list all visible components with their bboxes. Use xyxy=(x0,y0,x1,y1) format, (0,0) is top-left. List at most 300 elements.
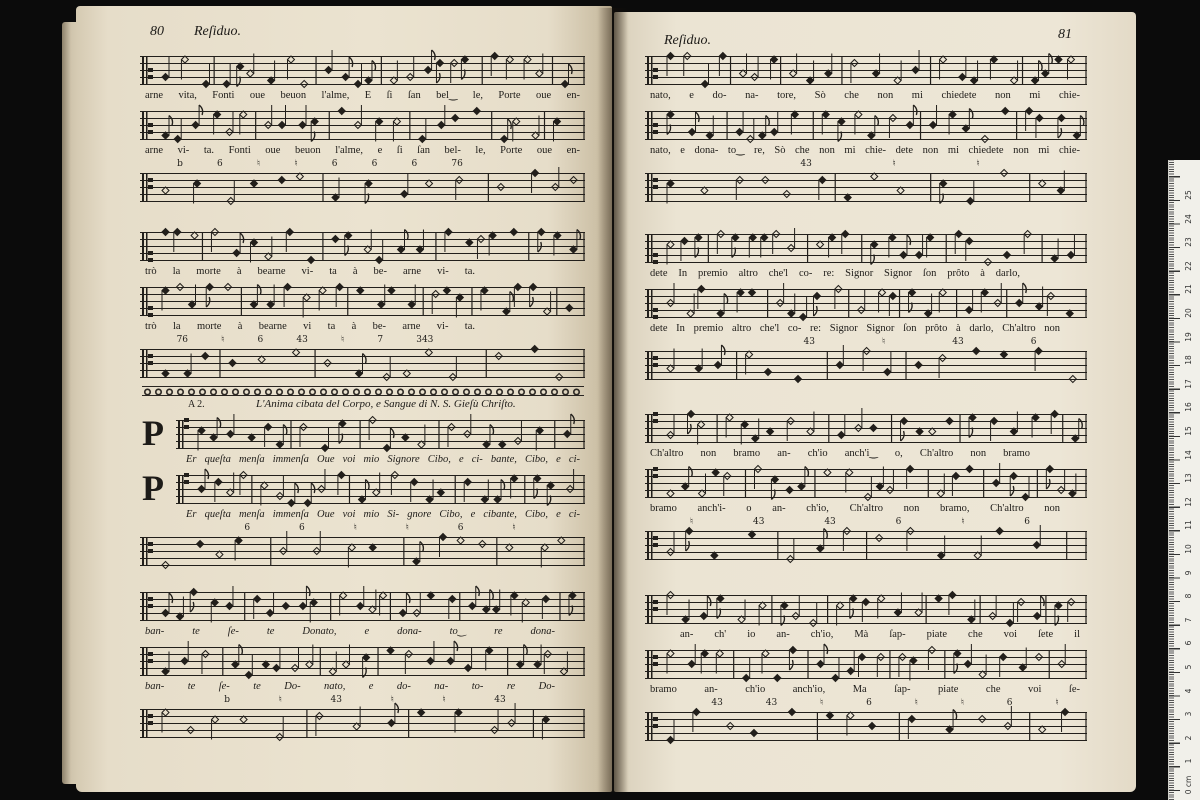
note xyxy=(536,54,543,78)
lyrics-voice-2: trò la morte à bearne vi ta à be- arne vi- ta. xyxy=(145,321,475,332)
note xyxy=(514,284,521,308)
c-clef xyxy=(647,712,658,740)
ruler-label: 19 xyxy=(1184,331,1193,342)
note xyxy=(554,232,561,256)
note xyxy=(254,596,261,620)
note xyxy=(276,717,283,741)
c-clef xyxy=(178,418,189,448)
voice-count-label: A 2. xyxy=(188,399,205,410)
note xyxy=(925,294,932,318)
note xyxy=(562,64,573,88)
ruler-label: 11 xyxy=(1184,520,1193,531)
figured-bass-figure: ♮ xyxy=(294,159,298,169)
note xyxy=(267,593,274,617)
note xyxy=(486,647,493,671)
note xyxy=(469,586,480,610)
note xyxy=(1032,61,1043,85)
note xyxy=(232,645,243,669)
page-number: 80 xyxy=(150,24,164,39)
note xyxy=(332,178,339,202)
note xyxy=(967,181,974,205)
note xyxy=(838,118,845,142)
note xyxy=(190,589,197,613)
note xyxy=(930,105,937,129)
figured-bass-figure: 6 xyxy=(257,335,264,345)
ruler-label: 25 xyxy=(1184,190,1193,200)
note xyxy=(954,650,961,674)
note xyxy=(322,428,329,452)
note xyxy=(1026,108,1033,132)
figured-bass-figure: ♮ xyxy=(353,523,357,533)
note xyxy=(407,57,414,81)
note xyxy=(510,229,517,236)
ruler-label: 10 xyxy=(1184,544,1193,554)
note xyxy=(181,56,188,80)
note xyxy=(955,231,962,255)
note xyxy=(413,593,420,617)
note xyxy=(532,170,539,194)
note xyxy=(162,229,169,236)
note xyxy=(542,596,549,620)
figured-bass-figure: 6 xyxy=(371,159,378,169)
note xyxy=(265,105,272,129)
note xyxy=(946,418,953,425)
running-head: Reſiduo. xyxy=(664,33,712,48)
note xyxy=(1019,648,1026,672)
note xyxy=(216,551,223,558)
note xyxy=(353,707,360,731)
note xyxy=(197,541,204,548)
note xyxy=(838,415,845,439)
note xyxy=(203,64,210,88)
note xyxy=(506,544,513,551)
note xyxy=(491,710,498,734)
note xyxy=(698,286,705,310)
note xyxy=(1036,115,1043,139)
note xyxy=(237,63,244,87)
ruler-label: 3 xyxy=(1184,711,1193,717)
note xyxy=(747,119,754,143)
note xyxy=(465,648,472,672)
note xyxy=(162,370,169,377)
note xyxy=(399,593,410,617)
lyrics-voice-2: dete In premio altro che'l co- re: Signor Signor ſon prôto à darlo, Ch'altro non xyxy=(650,323,1060,334)
note xyxy=(787,539,794,563)
c-clef xyxy=(647,650,658,678)
note xyxy=(282,603,289,610)
note xyxy=(737,289,744,313)
note xyxy=(508,703,515,727)
note xyxy=(376,118,383,142)
figured-bass-figure: ♮ xyxy=(442,695,446,705)
figured-bass-figure: ♮ xyxy=(914,698,918,708)
page-number: 81 xyxy=(1058,27,1072,42)
figured-bass-figure: 6 xyxy=(895,517,902,527)
staff-continuo xyxy=(645,159,1087,215)
note xyxy=(413,542,424,566)
note xyxy=(425,349,432,356)
note xyxy=(534,645,541,669)
note xyxy=(338,472,345,496)
note xyxy=(795,376,802,383)
note xyxy=(1035,348,1042,372)
note xyxy=(969,414,976,438)
staff-continuo xyxy=(140,523,585,579)
note xyxy=(667,180,674,204)
note xyxy=(223,64,230,88)
note xyxy=(1067,56,1074,80)
note xyxy=(667,283,674,307)
note xyxy=(862,599,869,623)
note xyxy=(449,596,456,620)
lyrics-voice-1: Er queſta menſa immenſa Oue voi mio Signore Cibo, e ci- bante, Cibo, e ci- xyxy=(186,454,580,465)
note xyxy=(971,61,978,85)
note xyxy=(829,234,836,258)
note xyxy=(398,230,409,254)
note xyxy=(786,487,793,494)
figured-bass-figure: 6 xyxy=(1006,698,1013,708)
note xyxy=(318,469,325,493)
note xyxy=(788,294,795,318)
figured-bass-figure: 43 xyxy=(753,517,765,527)
note xyxy=(1039,726,1046,733)
note xyxy=(288,483,299,507)
figured-bass-figure: 6 xyxy=(299,523,305,533)
note xyxy=(701,650,708,674)
note xyxy=(541,544,548,568)
note xyxy=(194,180,201,204)
note xyxy=(771,56,778,80)
note xyxy=(457,537,464,544)
note xyxy=(569,592,576,616)
note xyxy=(871,241,878,265)
note xyxy=(364,230,371,254)
note xyxy=(436,60,443,84)
note xyxy=(1072,419,1083,443)
note xyxy=(1011,61,1018,85)
note xyxy=(726,414,733,438)
note xyxy=(807,412,814,436)
note xyxy=(202,353,209,360)
note xyxy=(973,348,980,355)
staff-continuo xyxy=(140,695,585,751)
note xyxy=(299,105,306,129)
note xyxy=(847,712,854,736)
note xyxy=(439,534,446,558)
note xyxy=(383,357,390,381)
lyrics-voice-1: an- ch' io an- ch'io, Mà ſap- piate che voi ſete il xyxy=(680,629,1080,640)
note xyxy=(916,428,923,435)
note xyxy=(464,414,471,438)
staff-continuo xyxy=(645,337,1087,393)
note xyxy=(449,357,456,381)
note xyxy=(927,234,934,258)
note xyxy=(700,596,711,620)
note xyxy=(544,292,551,316)
note xyxy=(938,536,945,560)
note xyxy=(702,64,709,88)
note xyxy=(940,180,947,204)
note xyxy=(531,346,538,353)
note xyxy=(310,599,317,623)
note xyxy=(832,658,839,682)
note xyxy=(994,283,1001,307)
note xyxy=(949,111,956,135)
note xyxy=(844,194,851,201)
note xyxy=(667,349,674,373)
figured-bass-figure: ♮ xyxy=(278,695,282,705)
note xyxy=(873,54,880,78)
figured-bass-figure: ♮ xyxy=(961,517,965,527)
note xyxy=(1069,474,1076,498)
note xyxy=(419,119,426,143)
c-clef xyxy=(142,537,153,565)
note xyxy=(952,473,959,497)
note xyxy=(483,590,494,614)
c-clef xyxy=(142,592,153,620)
note xyxy=(906,105,917,129)
note xyxy=(807,61,814,85)
note xyxy=(949,592,956,616)
note xyxy=(455,709,462,733)
note xyxy=(667,650,674,674)
note xyxy=(363,654,370,678)
staff-continuo xyxy=(645,517,1087,573)
note xyxy=(456,294,463,318)
figured-bass-figure: ♮ xyxy=(892,159,896,169)
note xyxy=(503,292,514,316)
note xyxy=(438,105,445,129)
note xyxy=(342,57,353,81)
note xyxy=(250,285,261,309)
c-clef xyxy=(178,473,189,503)
note xyxy=(759,116,770,140)
note xyxy=(517,645,528,669)
note xyxy=(855,111,862,135)
note xyxy=(162,709,169,733)
note xyxy=(687,411,694,435)
note xyxy=(547,482,554,506)
note xyxy=(869,723,876,730)
note xyxy=(357,287,364,294)
note xyxy=(741,421,748,445)
note xyxy=(210,418,221,442)
note xyxy=(740,54,747,78)
note xyxy=(792,596,799,620)
note xyxy=(868,116,879,140)
note xyxy=(800,297,807,321)
note xyxy=(901,418,908,442)
lyrics-voice-2: bramo an- ch'io anch'io, Ma ſap- piate che voi ſe- xyxy=(650,684,1080,695)
note xyxy=(570,230,581,254)
figured-bass-figure: 43 xyxy=(800,159,812,169)
note xyxy=(284,284,291,308)
note xyxy=(481,480,488,504)
note xyxy=(706,116,713,140)
note xyxy=(532,116,539,140)
note xyxy=(494,480,505,504)
note xyxy=(211,599,218,623)
figured-bass-figure: ♮ xyxy=(689,517,694,527)
note xyxy=(311,118,318,142)
note xyxy=(383,428,394,452)
c-clef xyxy=(142,349,153,377)
note xyxy=(416,230,423,254)
note xyxy=(1067,235,1074,259)
note xyxy=(426,180,433,187)
note xyxy=(964,644,971,668)
note xyxy=(966,290,973,314)
note xyxy=(338,108,345,115)
note xyxy=(466,239,473,246)
note xyxy=(278,177,285,184)
note xyxy=(1006,603,1013,627)
note xyxy=(714,345,725,369)
note xyxy=(771,476,778,500)
figured-bass-figure: ♮ xyxy=(390,695,394,705)
ruler-cm-ticks xyxy=(1169,160,1180,800)
note xyxy=(308,257,315,264)
note xyxy=(701,187,708,194)
note xyxy=(1058,470,1065,494)
note xyxy=(339,420,346,444)
note xyxy=(1051,239,1058,263)
note xyxy=(229,360,236,367)
note xyxy=(788,228,795,252)
note xyxy=(511,592,518,616)
note xyxy=(522,599,529,623)
note xyxy=(369,544,376,551)
figured-bass-figure: ♮ xyxy=(256,159,261,169)
note xyxy=(759,602,766,626)
note xyxy=(268,61,275,85)
note xyxy=(846,469,853,493)
c-clef xyxy=(647,56,658,84)
note xyxy=(667,720,674,744)
note xyxy=(393,118,400,142)
note xyxy=(693,709,700,733)
note xyxy=(687,294,694,318)
note xyxy=(667,490,674,497)
ruler-label: 9 xyxy=(1184,570,1193,575)
note xyxy=(736,112,743,136)
note xyxy=(1046,466,1053,490)
figured-bass-figure: 76 xyxy=(176,335,189,345)
note xyxy=(939,289,946,313)
note xyxy=(937,474,944,498)
note xyxy=(206,284,213,308)
note xyxy=(278,105,285,129)
note xyxy=(817,529,828,553)
note xyxy=(836,345,843,369)
note xyxy=(1055,56,1062,63)
c-clef xyxy=(647,351,658,379)
note xyxy=(719,53,726,77)
note xyxy=(826,712,833,719)
ruler-label: 16 xyxy=(1184,402,1193,413)
ruler-label: 4 xyxy=(1184,688,1193,693)
note xyxy=(560,652,567,676)
figured-bass-figure: 6 xyxy=(217,159,223,169)
ruler-label: 20 xyxy=(1184,308,1193,318)
note xyxy=(418,425,425,449)
note xyxy=(974,536,981,560)
figured-bass-figure: ♮ xyxy=(976,159,980,169)
note xyxy=(181,641,188,665)
note xyxy=(552,167,559,191)
figured-bass-figure: ♮ xyxy=(882,337,886,347)
note xyxy=(889,234,896,258)
note xyxy=(235,537,242,561)
lyrics-voice-2: arne vi- ta. Fonti oue beuon l'alme, e ſi ſan bel- le, Porte oue en- xyxy=(145,145,580,156)
note xyxy=(915,593,922,617)
note xyxy=(511,475,518,499)
note xyxy=(240,716,247,723)
note xyxy=(916,235,923,259)
note xyxy=(711,552,718,559)
note xyxy=(771,112,778,136)
c-clef xyxy=(647,595,658,623)
figured-bass-figure: b xyxy=(224,695,231,705)
drop-cap-initial: P xyxy=(142,468,164,508)
note xyxy=(483,425,494,449)
note xyxy=(910,657,917,681)
note xyxy=(319,287,326,311)
note xyxy=(764,369,771,376)
note xyxy=(981,289,988,313)
note xyxy=(667,111,674,135)
note xyxy=(287,56,294,80)
note xyxy=(907,466,914,490)
note xyxy=(162,593,173,617)
note xyxy=(1033,525,1040,549)
note xyxy=(356,354,367,378)
ruler-label: 0 cm xyxy=(1184,775,1193,795)
ruler-label: 8 xyxy=(1184,593,1193,599)
note xyxy=(716,650,723,674)
figured-bass-figure: 6 xyxy=(1030,337,1037,347)
c-clef xyxy=(647,111,658,139)
note xyxy=(813,293,820,317)
figured-bass-figure: b xyxy=(177,159,183,169)
note xyxy=(325,50,332,74)
note xyxy=(847,651,854,675)
note xyxy=(750,730,757,737)
drop-cap-initial: P xyxy=(142,413,164,453)
figured-bass-figure: 6 xyxy=(244,523,251,533)
note xyxy=(689,112,700,136)
note xyxy=(513,118,520,142)
note xyxy=(990,56,997,80)
note xyxy=(299,586,310,610)
figured-bass-figure: 6 xyxy=(411,159,418,169)
note xyxy=(822,111,829,135)
note xyxy=(1036,287,1043,311)
c-clef xyxy=(647,467,658,497)
note xyxy=(837,602,844,626)
note xyxy=(879,289,886,313)
note xyxy=(464,479,471,503)
note xyxy=(886,470,893,494)
ruler-label: 2 xyxy=(1184,735,1193,741)
ruler-label: 24 xyxy=(1184,213,1193,224)
note xyxy=(354,105,361,129)
note xyxy=(855,408,862,432)
note xyxy=(248,434,255,441)
note xyxy=(304,483,315,507)
note xyxy=(762,650,769,674)
note xyxy=(1010,412,1017,436)
